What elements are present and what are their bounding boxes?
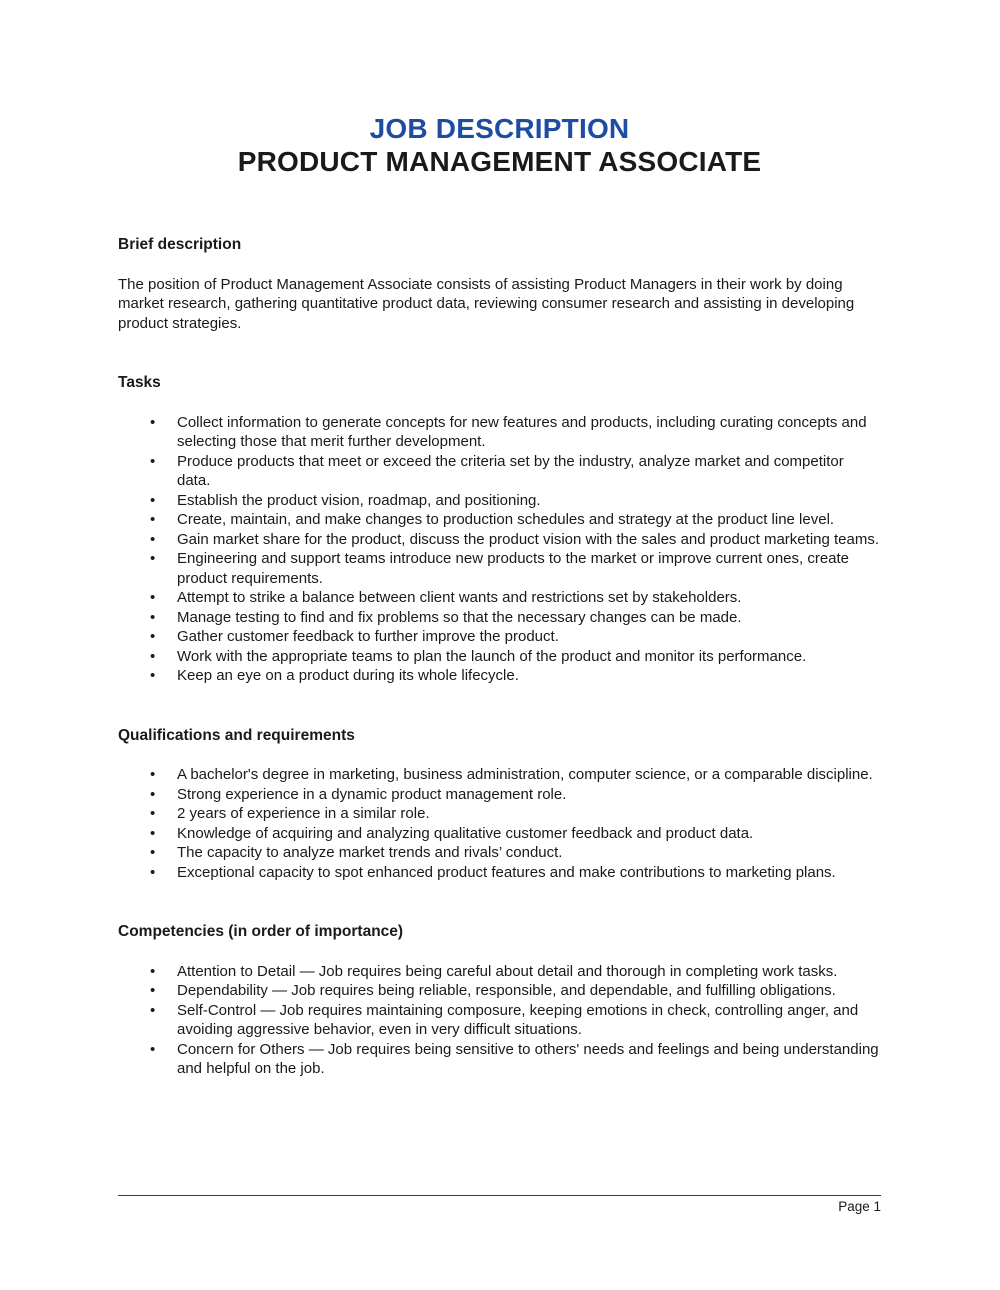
document-footer: [118, 1195, 881, 1215]
list-item: • 2 years of experience in a similar role.: [150, 804, 881, 824]
section-tasks: [118, 373, 881, 686]
competencies-heading: Competencies (in order of importance): [118, 923, 404, 940]
list-item: • Create, maintain, and make changes to production schedules and strategy at the product line level.: [150, 510, 881, 530]
page-number: Page 1: [838, 1199, 881, 1214]
list-item: • A bachelor's degree in marketing, business administration, computer science, or a comparable discipline.: [150, 765, 881, 785]
qualifications-heading: Qualifications and requirements: [118, 726, 355, 744]
brief-description-heading: Brief description: [118, 236, 242, 253]
list-item: • Dependability — Job requires being reliable, responsible, and dependable, and fulfilling obligations.: [150, 981, 881, 1001]
list-item: • The capacity to analyze market trends and rivals’ conduct.: [150, 843, 881, 863]
list-item: • Engineering and support teams introduce new products to the market or improve current ones, create product requirements.: [150, 549, 881, 588]
document-header: [118, 112, 881, 178]
list-item: • Self-Control — Job requires maintaining composure, keeping emotions in check, controlling anger, and avoiding aggressive behavior, even in very difficult situations.: [150, 1001, 881, 1040]
list-item: • Strong experience in a dynamic product management role.: [150, 785, 881, 805]
list-item: • Exceptional capacity to spot enhanced product features and make contributions to marketing plans.: [150, 863, 881, 883]
list-item: • Collect information to generate concepts for new features and products, including curating concepts and selecting those that merit further development.: [150, 413, 881, 452]
list-item: • Manage testing to find and fix problems so that the necessary changes can be made.: [150, 608, 881, 628]
list-item: • Gather customer feedback to further improve the product.: [150, 627, 881, 647]
list-item: • Attempt to strike a balance between client wants and restrictions set by stakeholders.: [150, 588, 881, 608]
brief-description-paragraph: The position of Product Management Associate consists of assisting Product Managers in their work by doing market research, gathering quantitative product data, reviewing consumer research and assisting in developing product strategies.: [118, 275, 855, 332]
section-competencies: [118, 922, 881, 1079]
competencies-list: [150, 962, 881, 1079]
tasks-list: [150, 413, 881, 686]
section-qualifications: [118, 726, 881, 883]
document-subtitle: PRODUCT MANAGEMENT ASSOCIATE: [237, 146, 762, 177]
list-item: • Establish the product vision, roadmap, and positioning.: [150, 491, 881, 511]
list-item: • Work with the appropriate teams to plan the launch of the product and monitor its performance.: [150, 647, 881, 667]
list-item: • Produce products that meet or exceed the criteria set by the industry, analyze market and competitor data.: [150, 452, 881, 491]
list-item: • Attention to Detail — Job requires being careful about detail and thorough in completing work tasks.: [150, 962, 881, 982]
list-item: • Gain market share for the product, discuss the product vision with the sales and product marketing teams.: [150, 530, 881, 550]
document-title: JOB DESCRIPTION: [369, 113, 630, 144]
list-item: • Keep an eye on a product during its whole lifecycle.: [150, 666, 881, 686]
qualifications-list: [150, 765, 881, 882]
section-brief-description: [118, 235, 881, 333]
list-item: • Concern for Others — Job requires being sensitive to others' needs and feelings and being understanding and helpful on the job.: [150, 1040, 881, 1079]
tasks-heading: Tasks: [118, 374, 161, 391]
list-item: • Knowledge of acquiring and analyzing qualitative customer feedback and product data.: [150, 824, 881, 844]
